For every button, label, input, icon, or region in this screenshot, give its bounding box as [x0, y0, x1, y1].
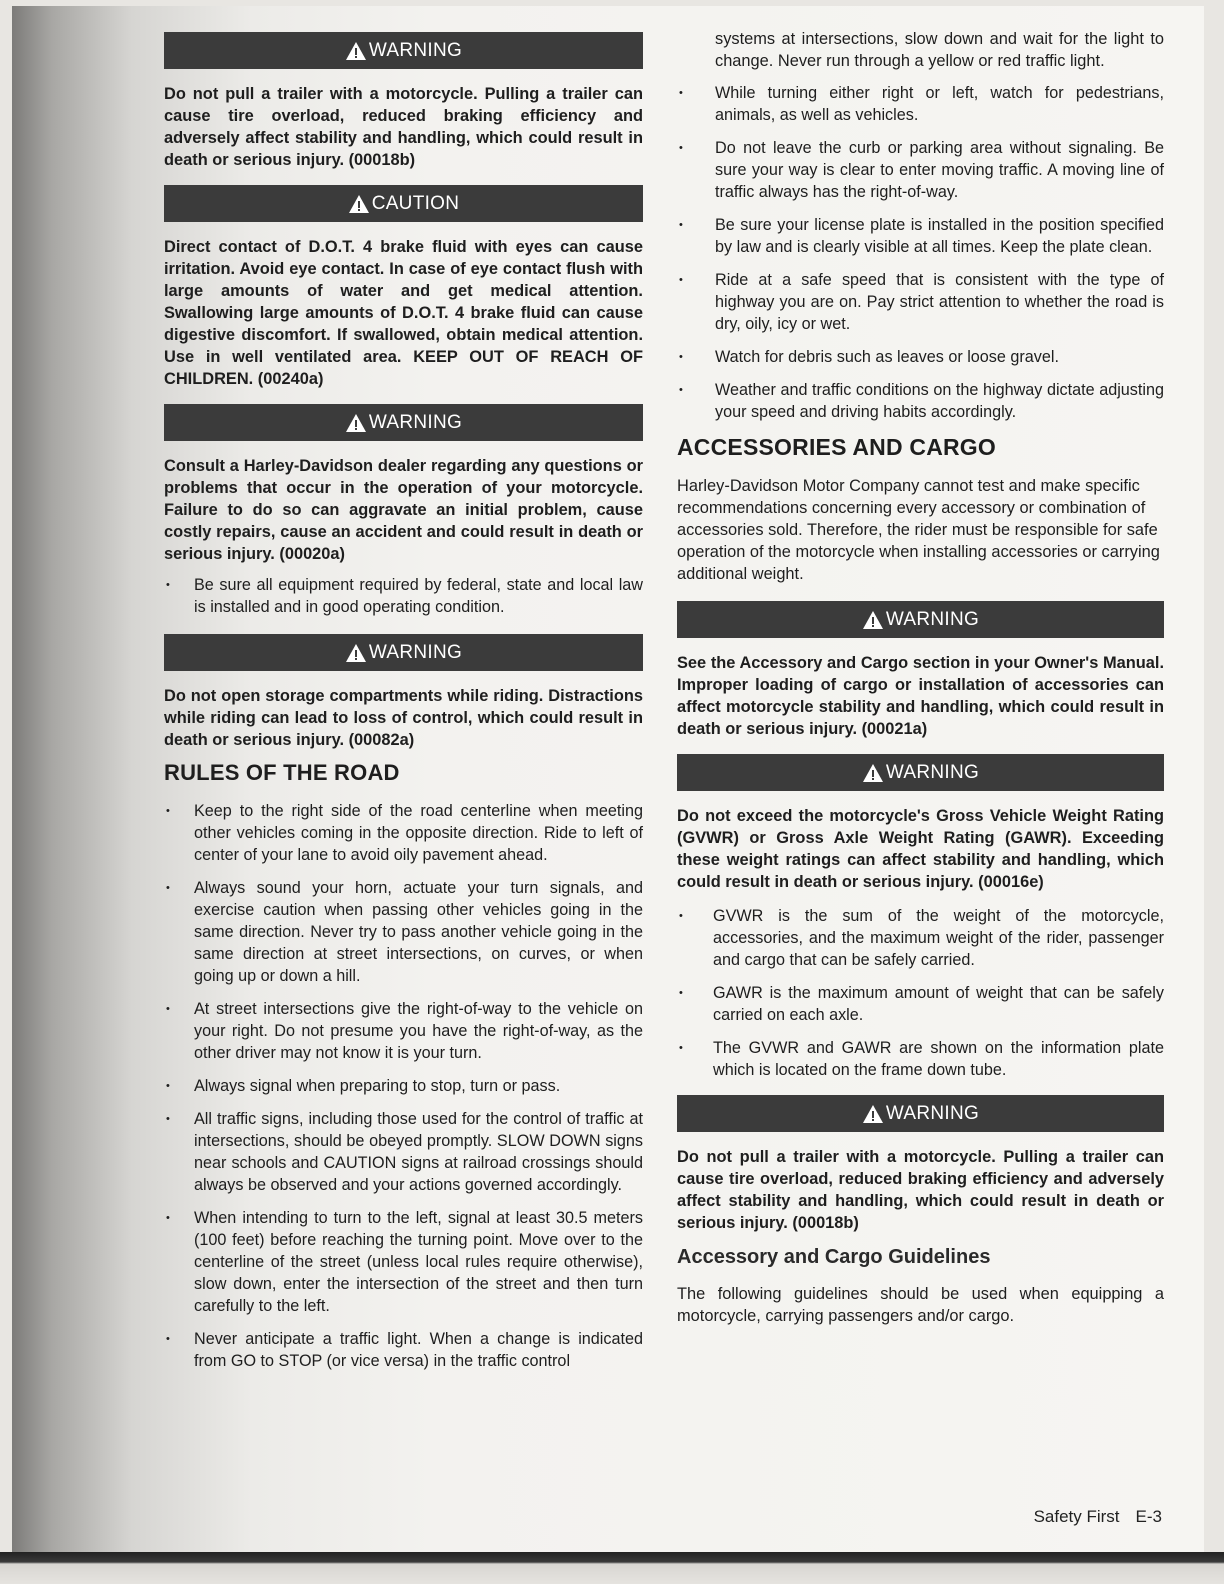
rules-list [164, 800, 643, 1372]
weight-list [677, 905, 1164, 1081]
list-item: • The GVWR and GAWR are shown on the information plate which is located on the frame down tube. [677, 1037, 1164, 1081]
warning-banner [164, 634, 643, 671]
accessories-text: Harley-Davidson Motor Company cannot test and make specific recommendations concerning every accessory or combination of accessories sold. Therefore, the rider must be responsible for safe operation of the motorcycle when installing accessories or carrying additional weight. [677, 477, 1160, 583]
list-item: • Be sure your license plate is installed in the position specified by law and is clearly visible at all times. Keep the plate clean. [677, 214, 1164, 258]
warning-banner [164, 404, 643, 441]
warning-triangle-icon [348, 194, 370, 214]
caution-text: Direct contact of D.O.T. 4 brake fluid with eyes can cause irritation. Avoid eye contact. In case of eye contact flush with large amounts of water and get medical attention. Swallowing large amounts of D.O.T. 4 brake fluid can cause digestive discomfort. If swallowed, obtain medical attention. Use in well ventilated area. KEEP OUT OF REACH OF CHILDREN. (00240a) [164, 238, 643, 388]
warning-text: See the Accessory and Cargo section in your Owner's Manual. Improper loading of cargo or installation of accessories can affect motorcycle stability and handling, which could result in death or serious injury. (00021a) [677, 654, 1164, 738]
list-item: • Ride at a safe speed that is consistent with the type of highway you are on. Pay strict attention to whether the road is dry, oily, icy or wet. [677, 269, 1164, 335]
banner-label: WARNING [368, 641, 463, 663]
warning-triangle-icon [345, 413, 367, 433]
list-item: • Keep to the right side of the road centerline when meeting other vehicles coming in the opposite direction. Ride to left of center of your lane to avoid oily pavement ahead. [164, 800, 643, 866]
list-item: • Never anticipate a traffic light. When a change is indicated from GO to STOP (or vice versa) in the traffic control [164, 1328, 643, 1372]
warning-text: Do not open storage compartments while riding. Distractions while riding can lead to loss of control, which could result in death or serious injury. (00082a) [164, 687, 643, 749]
subsection-heading: Accessory and Cargo Guidelines [677, 1246, 991, 1268]
page-bottom-edge [0, 1552, 1224, 1584]
guidelines-text: The following guidelines should be used when equipping a motorcycle, carrying passengers and/or cargo. [677, 1285, 1164, 1325]
warning-banner [677, 1095, 1164, 1132]
footer-section: Safety First [1033, 1507, 1120, 1526]
list-item: • At street intersections give the right-of-way to the vehicle on your right. Do not presume you have the right-of-way, as the other driver may not know it is your turn. [164, 998, 643, 1064]
banner-label: WARNING [885, 608, 980, 630]
warning-banner [677, 601, 1164, 638]
warning-triangle-icon [862, 610, 884, 630]
section-heading: RULES OF THE ROAD [164, 760, 400, 785]
list-item: • Weather and traffic conditions on the highway dictate adjusting your speed and driving habits accordingly. [677, 379, 1164, 423]
left-column [164, 32, 643, 1383]
banner-label: WARNING [885, 1102, 980, 1124]
list-item: • Always signal when preparing to stop, turn or pass. [164, 1075, 643, 1097]
riding-list [677, 82, 1164, 423]
right-column [677, 28, 1164, 1337]
list-item: • Be sure all equipment required by federal, state and local law is installed and in good operating condition. [164, 574, 643, 618]
warning-banner [164, 32, 643, 69]
equipment-list [164, 574, 643, 618]
list-item: • Do not leave the curb or parking area without signaling. Be sure your way is clear to enter moving traffic. A moving line of traffic always has the right-of-way. [677, 137, 1164, 203]
warning-triangle-icon [862, 1104, 884, 1124]
warning-triangle-icon [862, 763, 884, 783]
continued-text: systems at intersections, slow down and wait for the light to change. Never run through a yellow or red traffic light. [715, 30, 1164, 70]
warning-text: Consult a Harley-Davidson dealer regarding any questions or problems that occur in the operation of your motorcycle. Failure to do so can aggravate an initial problem, cause costly repairs, cause an accident and could result in death or serious injury. (00020a) [164, 457, 643, 563]
list-item: • While turning either right or left, watch for pedestrians, animals, as well as vehicles. [677, 82, 1164, 126]
warning-text: Do not pull a trailer with a motorcycle. Pulling a trailer can cause tire overload, reduced braking efficiency and adversely affect stability and handling, which could result in death or serious injury. (00018b) [677, 1148, 1164, 1232]
warning-text: Do not pull a trailer with a motorcycle. Pulling a trailer can cause tire overload, reduced braking efficiency and adversely affect stability and handling, which could result in death or serious injury. (00018b) [164, 85, 643, 169]
banner-label: WARNING [368, 411, 463, 433]
warning-text: Do not exceed the motorcycle's Gross Vehicle Weight Rating (GVWR) or Gross Axle Weight Rating (GAWR). Exceeding these weight ratings can affect stability and handling, which could result in death or serious injury. (00016e) [677, 807, 1164, 891]
list-item: • GVWR is the sum of the weight of the motorcycle, accessories, and the maximum weight of the rider, passenger and cargo that can be safely carried. [677, 905, 1164, 971]
list-item: • Watch for debris such as leaves or loose gravel. [677, 346, 1164, 368]
banner-label: CAUTION [371, 192, 460, 214]
section-heading: ACCESSORIES AND CARGO [677, 434, 996, 460]
warning-triangle-icon [345, 41, 367, 61]
page-footer [1034, 1507, 1162, 1527]
banner-label: WARNING [885, 761, 980, 783]
caution-banner [164, 185, 643, 222]
page-number: E-3 [1135, 1507, 1162, 1526]
banner-label: WARNING [368, 39, 463, 61]
list-item: • Always sound your horn, actuate your turn signals, and exercise caution when passing other vehicles going in the same direction. Never try to pass another vehicle going in the same direction at street intersections, on curves, or when going up or down a hill. [164, 877, 643, 987]
warning-triangle-icon [345, 643, 367, 663]
warning-banner [677, 754, 1164, 791]
list-item: • GAWR is the maximum amount of weight that can be safely carried on each axle. [677, 982, 1164, 1026]
list-item: • All traffic signs, including those used for the control of traffic at intersections, should be obeyed promptly. SLOW DOWN signs near schools and CAUTION signs at railroad crossings should always be observed and your actions governed accordingly. [164, 1108, 643, 1196]
list-item: • When intending to turn to the left, signal at least 30.5 meters (100 feet) before reaching the turning point. Move over to the centerline of the street (unless local rules require otherwise), slow down, enter the intersection of the street and then turn carefully to the left. [164, 1207, 643, 1317]
